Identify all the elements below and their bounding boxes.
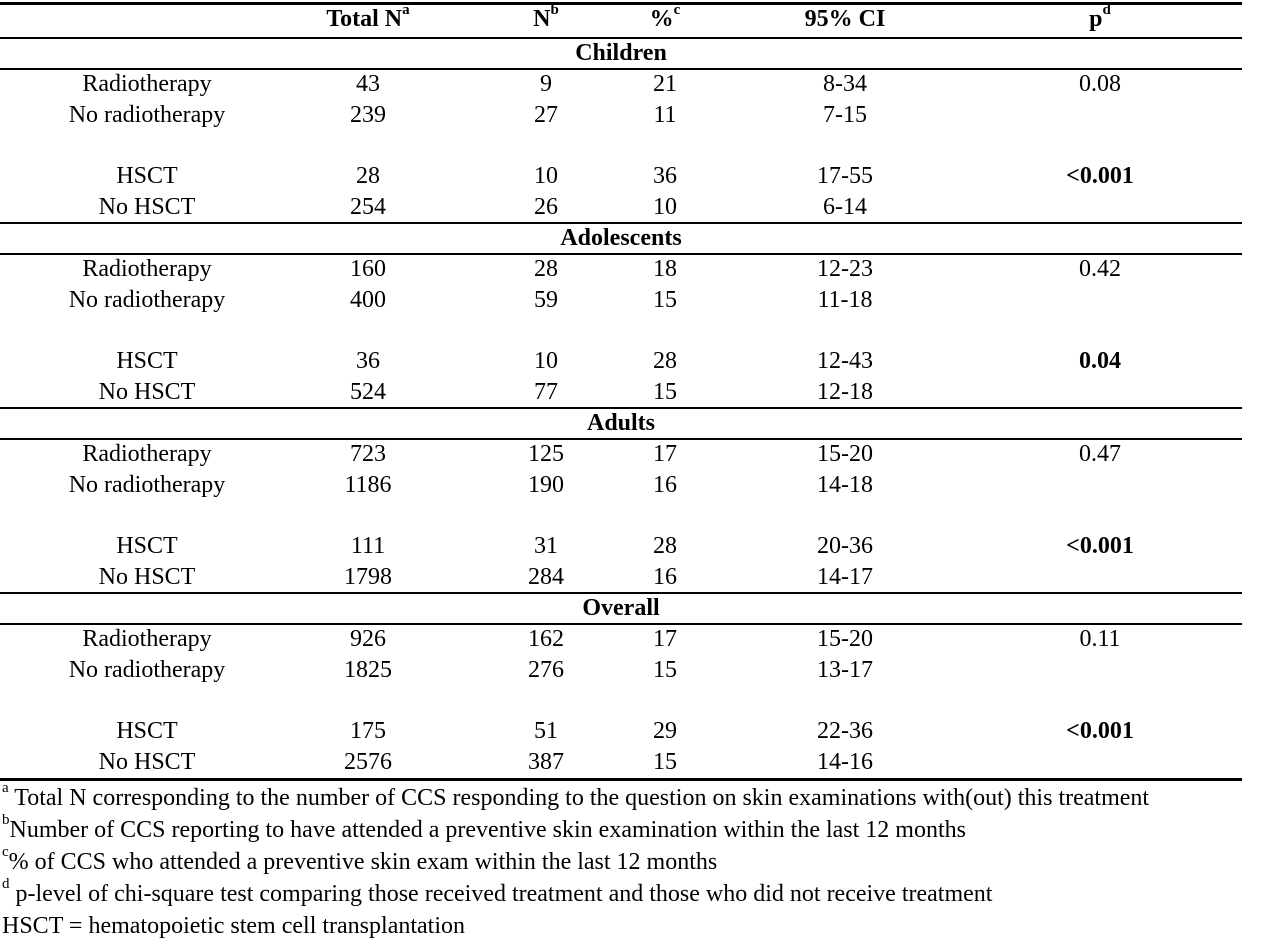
row-label: HSCT xyxy=(116,718,178,744)
ci-cell: 13-17 xyxy=(817,657,873,683)
table-row xyxy=(0,531,1242,562)
ci-cell: 15-20 xyxy=(817,626,873,652)
n-cell: 190 xyxy=(528,472,564,498)
total-n-cell: 1825 xyxy=(344,657,392,683)
total-n-cell: 239 xyxy=(350,102,386,128)
ci-cell: 14-18 xyxy=(817,472,873,498)
p-value-cell: 0.42 xyxy=(1079,256,1121,282)
footnote-a: $^a$ Total N corresponding to the number of CCS responding to the question on skin examinations with(out) this treatment xyxy=(2,780,1150,811)
percent-cell: 11 xyxy=(653,102,677,128)
ci-cell: 17-55 xyxy=(817,163,873,189)
total-n-cell: 2576 xyxy=(344,749,392,775)
total-n-cell: 36 xyxy=(356,348,380,374)
total-n-cell: 111 xyxy=(350,533,386,559)
ci-cell: 15-20 xyxy=(817,441,873,467)
table-row xyxy=(0,562,1242,593)
percent-cell: 15 xyxy=(653,287,677,313)
n-cell: 162 xyxy=(528,626,564,652)
header-total-n: Total $N^a$ xyxy=(326,2,410,32)
footnote-d: $^d$ p-level of chi-square test comparing those received treatment and those who did not receive treatment xyxy=(2,876,993,907)
row-label: No radiotherapy xyxy=(68,102,226,128)
table-row xyxy=(0,624,1242,655)
n-cell: 28 xyxy=(534,256,558,282)
table-row xyxy=(0,100,1242,131)
table-row xyxy=(0,192,1242,223)
total-n-cell: 926 xyxy=(350,626,386,652)
n-cell: 31 xyxy=(534,533,558,559)
percent-cell: 15 xyxy=(653,379,677,405)
n-cell: 51 xyxy=(534,718,558,744)
row-label: HSCT xyxy=(116,348,178,374)
ci-cell: 14-17 xyxy=(817,564,873,590)
p-value-cell: <0.001 xyxy=(1066,533,1134,559)
percent-cell: 29 xyxy=(653,718,677,744)
n-cell: 27 xyxy=(534,102,558,128)
p-value-cell: <0.001 xyxy=(1066,163,1134,189)
total-n-cell: 400 xyxy=(350,287,386,313)
percent-cell: 17 xyxy=(653,441,677,467)
percent-cell: 10 xyxy=(653,194,677,220)
total-n-cell: 723 xyxy=(350,441,386,467)
header-n: $N^b$ xyxy=(533,2,559,32)
percent-cell: 18 xyxy=(653,256,677,282)
ci-cell: 11-18 xyxy=(817,287,873,313)
section-title: Adults xyxy=(586,410,656,436)
total-n-cell: 160 xyxy=(350,256,386,282)
table-row xyxy=(0,377,1242,408)
table-row xyxy=(0,655,1242,686)
ci-cell: 12-23 xyxy=(817,256,873,282)
percent-cell: 17 xyxy=(653,626,677,652)
percent-cell: 15 xyxy=(653,657,677,683)
total-n-cell: 1798 xyxy=(344,564,392,590)
n-cell: 9 xyxy=(540,71,552,97)
n-cell: 59 xyxy=(534,287,558,313)
p-value-cell: 0.47 xyxy=(1079,441,1121,467)
ci-cell: 6-14 xyxy=(823,194,867,220)
row-label: HSCT xyxy=(116,533,178,559)
percent-cell: 28 xyxy=(653,348,677,374)
row-label: No HSCT xyxy=(98,194,196,220)
row-label: HSCT xyxy=(116,163,178,189)
percent-cell: 16 xyxy=(653,472,677,498)
table-row xyxy=(0,439,1242,470)
table-row xyxy=(0,161,1242,192)
header-percent: %$^c$ xyxy=(649,2,681,32)
total-n-cell: 1186 xyxy=(344,472,392,498)
percent-cell: 36 xyxy=(653,163,677,189)
header-row xyxy=(0,4,1242,35)
table-row xyxy=(0,346,1242,377)
row-label: Radiotherapy xyxy=(82,441,212,467)
row-label: Radiotherapy xyxy=(82,626,212,652)
row-label: No radiotherapy xyxy=(68,472,226,498)
n-cell: 387 xyxy=(528,749,564,775)
ci-cell: 7-15 xyxy=(823,102,867,128)
n-cell: 125 xyxy=(528,441,564,467)
row-label: No radiotherapy xyxy=(68,287,226,313)
header-ci: 95% CI xyxy=(804,6,886,32)
n-cell: 26 xyxy=(534,194,558,220)
ci-cell: 14-16 xyxy=(817,749,873,775)
n-cell: 284 xyxy=(528,564,564,590)
n-cell: 77 xyxy=(534,379,558,405)
table-row xyxy=(0,747,1242,778)
total-n-cell: 175 xyxy=(350,718,386,744)
row-label: Radiotherapy xyxy=(82,256,212,282)
row-label: No HSCT xyxy=(98,379,196,405)
n-cell: 10 xyxy=(534,348,558,374)
section-title: Children xyxy=(575,40,667,66)
total-n-cell: 524 xyxy=(350,379,386,405)
p-value-cell: 0.11 xyxy=(1079,626,1121,652)
percent-cell: 16 xyxy=(653,564,677,590)
row-label: No radiotherapy xyxy=(68,657,226,683)
row-label: No HSCT xyxy=(98,749,196,775)
row-label: Radiotherapy xyxy=(82,71,212,97)
p-value-cell: 0.08 xyxy=(1079,71,1121,97)
percent-cell: 15 xyxy=(653,749,677,775)
footnotes xyxy=(0,782,1280,942)
total-n-cell: 254 xyxy=(350,194,386,220)
ci-cell: 8-34 xyxy=(823,71,867,97)
p-value-cell: <0.001 xyxy=(1066,718,1134,744)
table-row xyxy=(0,285,1242,316)
total-n-cell: 28 xyxy=(356,163,380,189)
header-p: $p^d$ xyxy=(1089,2,1111,32)
percent-cell: 21 xyxy=(653,71,677,97)
row-label: No HSCT xyxy=(98,564,196,590)
ci-cell: 22-36 xyxy=(817,718,873,744)
total-n-cell: 43 xyxy=(356,71,380,97)
ci-cell: 12-18 xyxy=(817,379,873,405)
table-row xyxy=(0,69,1242,100)
section-title: Adolescents xyxy=(560,225,682,251)
ci-cell: 12-43 xyxy=(817,348,873,374)
footnote-b: $^b$Number of CCS reporting to have attended a preventive skin examination within the last 12 months xyxy=(2,812,966,843)
ci-cell: 20-36 xyxy=(817,533,873,559)
n-cell: 10 xyxy=(534,163,558,189)
table-row xyxy=(0,254,1242,285)
table-row xyxy=(0,716,1242,747)
footnote-c: $^c$% of CCS who attended a preventive skin exam within the last 12 months xyxy=(2,844,718,875)
n-cell: 276 xyxy=(528,657,564,683)
table-row xyxy=(0,470,1242,501)
p-value-cell: 0.04 xyxy=(1079,348,1121,374)
section-title: Overall xyxy=(582,595,660,621)
bottom-rule xyxy=(0,778,1242,781)
percent-cell: 28 xyxy=(653,533,677,559)
footnote-hsct: HSCT = hematopoietic stem cell transplantation xyxy=(2,913,465,939)
